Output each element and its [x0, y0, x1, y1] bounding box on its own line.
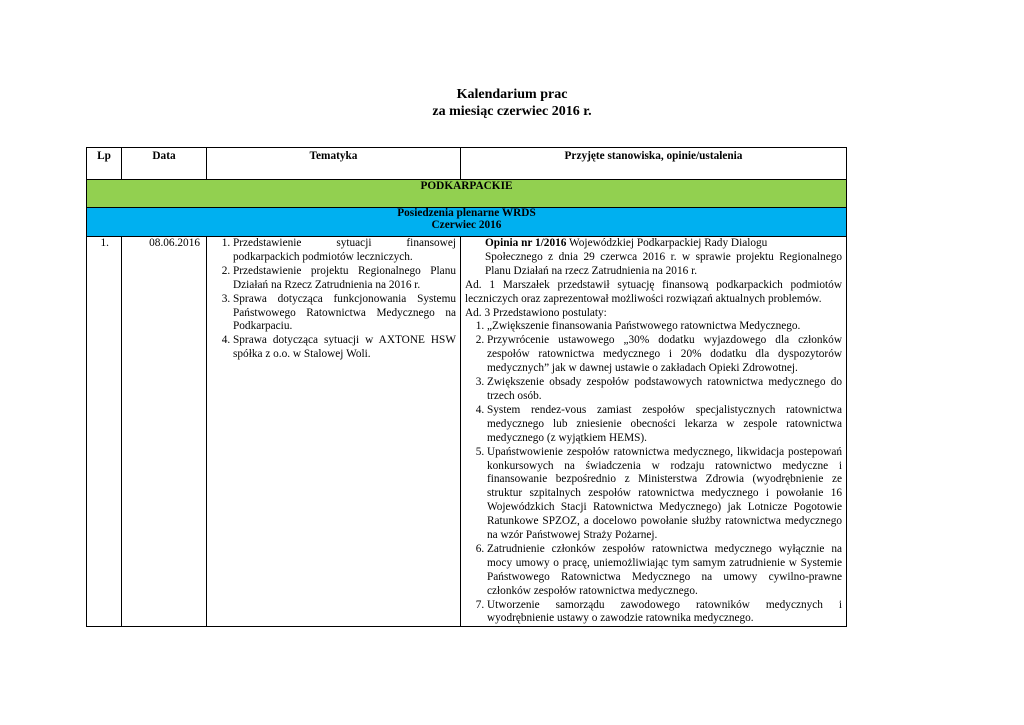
row-opinions	[461, 237, 847, 627]
session-title: Posiedzenia plenarne WRDS	[397, 207, 536, 219]
opinion-council: Wojewódzkiej Podkarpackiej Rady Dialogu	[566, 237, 768, 249]
postulate-item: 4. System rendez-vous zamiast zespołów specjalistycznych ratownictwa medycznego lub zniesienie obecności lekarza w zespole ratownictwa medycznego (z wyjątkiem HEMS).	[487, 404, 842, 446]
topic-item: 2. Przedstawienie projektu Regionalnego Planu Działań na Rzecz Zatrudnienia na 2016 r.	[233, 265, 456, 293]
title-line-1: Kalendarium prac	[456, 87, 568, 102]
opinion-continuation: Społecznego z dnia 29 czerwca 2016 r. w sprawie projektu Regionalnego Planu Działań na rzecz Zatrudnienia na 2016 r.	[485, 250, 842, 277]
region-label: PODKARPACKIE	[87, 180, 847, 208]
postulate-item: 3. Zwiększenie obsady zespołów podstawowych ratownictwa medycznego do trzech osób.	[487, 376, 842, 404]
table-header-row	[87, 148, 847, 180]
topic-item: 1. Przedstawienie sytuacji finansowej podkarpackich podmiotów leczniczych.	[233, 237, 456, 265]
topic-item: 3. Sprawa dotycząca funkcjonowania Systemu Państwowego Ratownictwa Medycznego na Podkarpaciu.	[233, 293, 456, 335]
opinion-line	[465, 237, 842, 251]
postulate-item: 2. Przywrócenie ustawowego „30% dodatku wyjazdowego dla członków zespołów ratownictwa medycznego i 20% dodatku dla dyspozytorów medycznych” jak w dawnej ustawie o zakładach Opieki Zdrowotnej.	[487, 334, 842, 376]
column-header-lp: Lp	[87, 148, 122, 180]
postulate-item: 6. Zatrudnienie członków zespołów ratownictwa medycznego wyłącznie na mocy umowy o pracę, uniemożliwiając tym samym zatrudnienie w Systemie Państwowego Ratownictwa Medycznego na umowy cywilno-prawne członków zespołów ratownictwa medycznego.	[487, 543, 842, 599]
session-label	[87, 208, 847, 237]
row-topics	[207, 237, 461, 627]
postulate-item: 7. Utworzenie samorządu zawodowego ratowników medycznych i wyodrębnienie ustawy o zawodzie ratownika medycznego.	[487, 599, 842, 627]
document-title	[0, 86, 1024, 120]
table-row	[87, 237, 847, 627]
title-line-2: za miesiąc czerwiec 2016 r.	[432, 104, 592, 119]
column-header-data: Data	[122, 148, 207, 180]
topics-list	[211, 237, 456, 362]
session-row	[87, 208, 847, 237]
ad1-text: Ad. 1 Marszałek przedstawił sytuację finansową podkarpackich podmiotów leczniczych oraz zaprezentował możliwości rozwiązań aktualnych problemów.	[465, 278, 842, 305]
region-row	[87, 180, 847, 208]
calendar-table	[86, 147, 847, 627]
row-lp: 1.	[87, 237, 122, 627]
ad3-text: Ad. 3 Przedstawiono postulaty:	[465, 306, 607, 319]
postulate-item: 1. „Zwiększenie finansowania Państwowego ratownictwa Medycznego.	[487, 320, 842, 334]
column-header-tematyka: Tematyka	[207, 148, 461, 180]
postulates-list	[465, 320, 842, 626]
row-date: 08.06.2016	[122, 237, 207, 627]
session-month: Czerwiec 2016	[431, 218, 502, 231]
opinion-number: Opinia nr 1/2016	[485, 237, 567, 249]
topic-item: 4. Sprawa dotycząca sytuacji w AXTONE HSW spółka z o.o. w Stalowej Woli.	[233, 334, 456, 362]
postulate-item: 5. Upaństwowienie zespołów ratownictwa medycznego, likwidacja postepowań konkursowych na świadczenia w rodzaju ratownictwo medyczne i finansowanie bezpośrednio z Ministerstwa Zdrowia (wyodrębnienie ze struktur szpitalnych zespołów ratownictwa medycznego i powołanie 16 Wojewódzkich Stacji Ratownictwa Medycznego) jak Lotnicze Pogotowie Ratunkowe SPZOZ, a docelowo powołanie służby ratownictwa medycznego na wzór Państwowej Straży Pożarnej.	[487, 446, 842, 543]
column-header-stanowiska: Przyjęte stanowiska, opinie/ustalenia	[461, 148, 847, 180]
